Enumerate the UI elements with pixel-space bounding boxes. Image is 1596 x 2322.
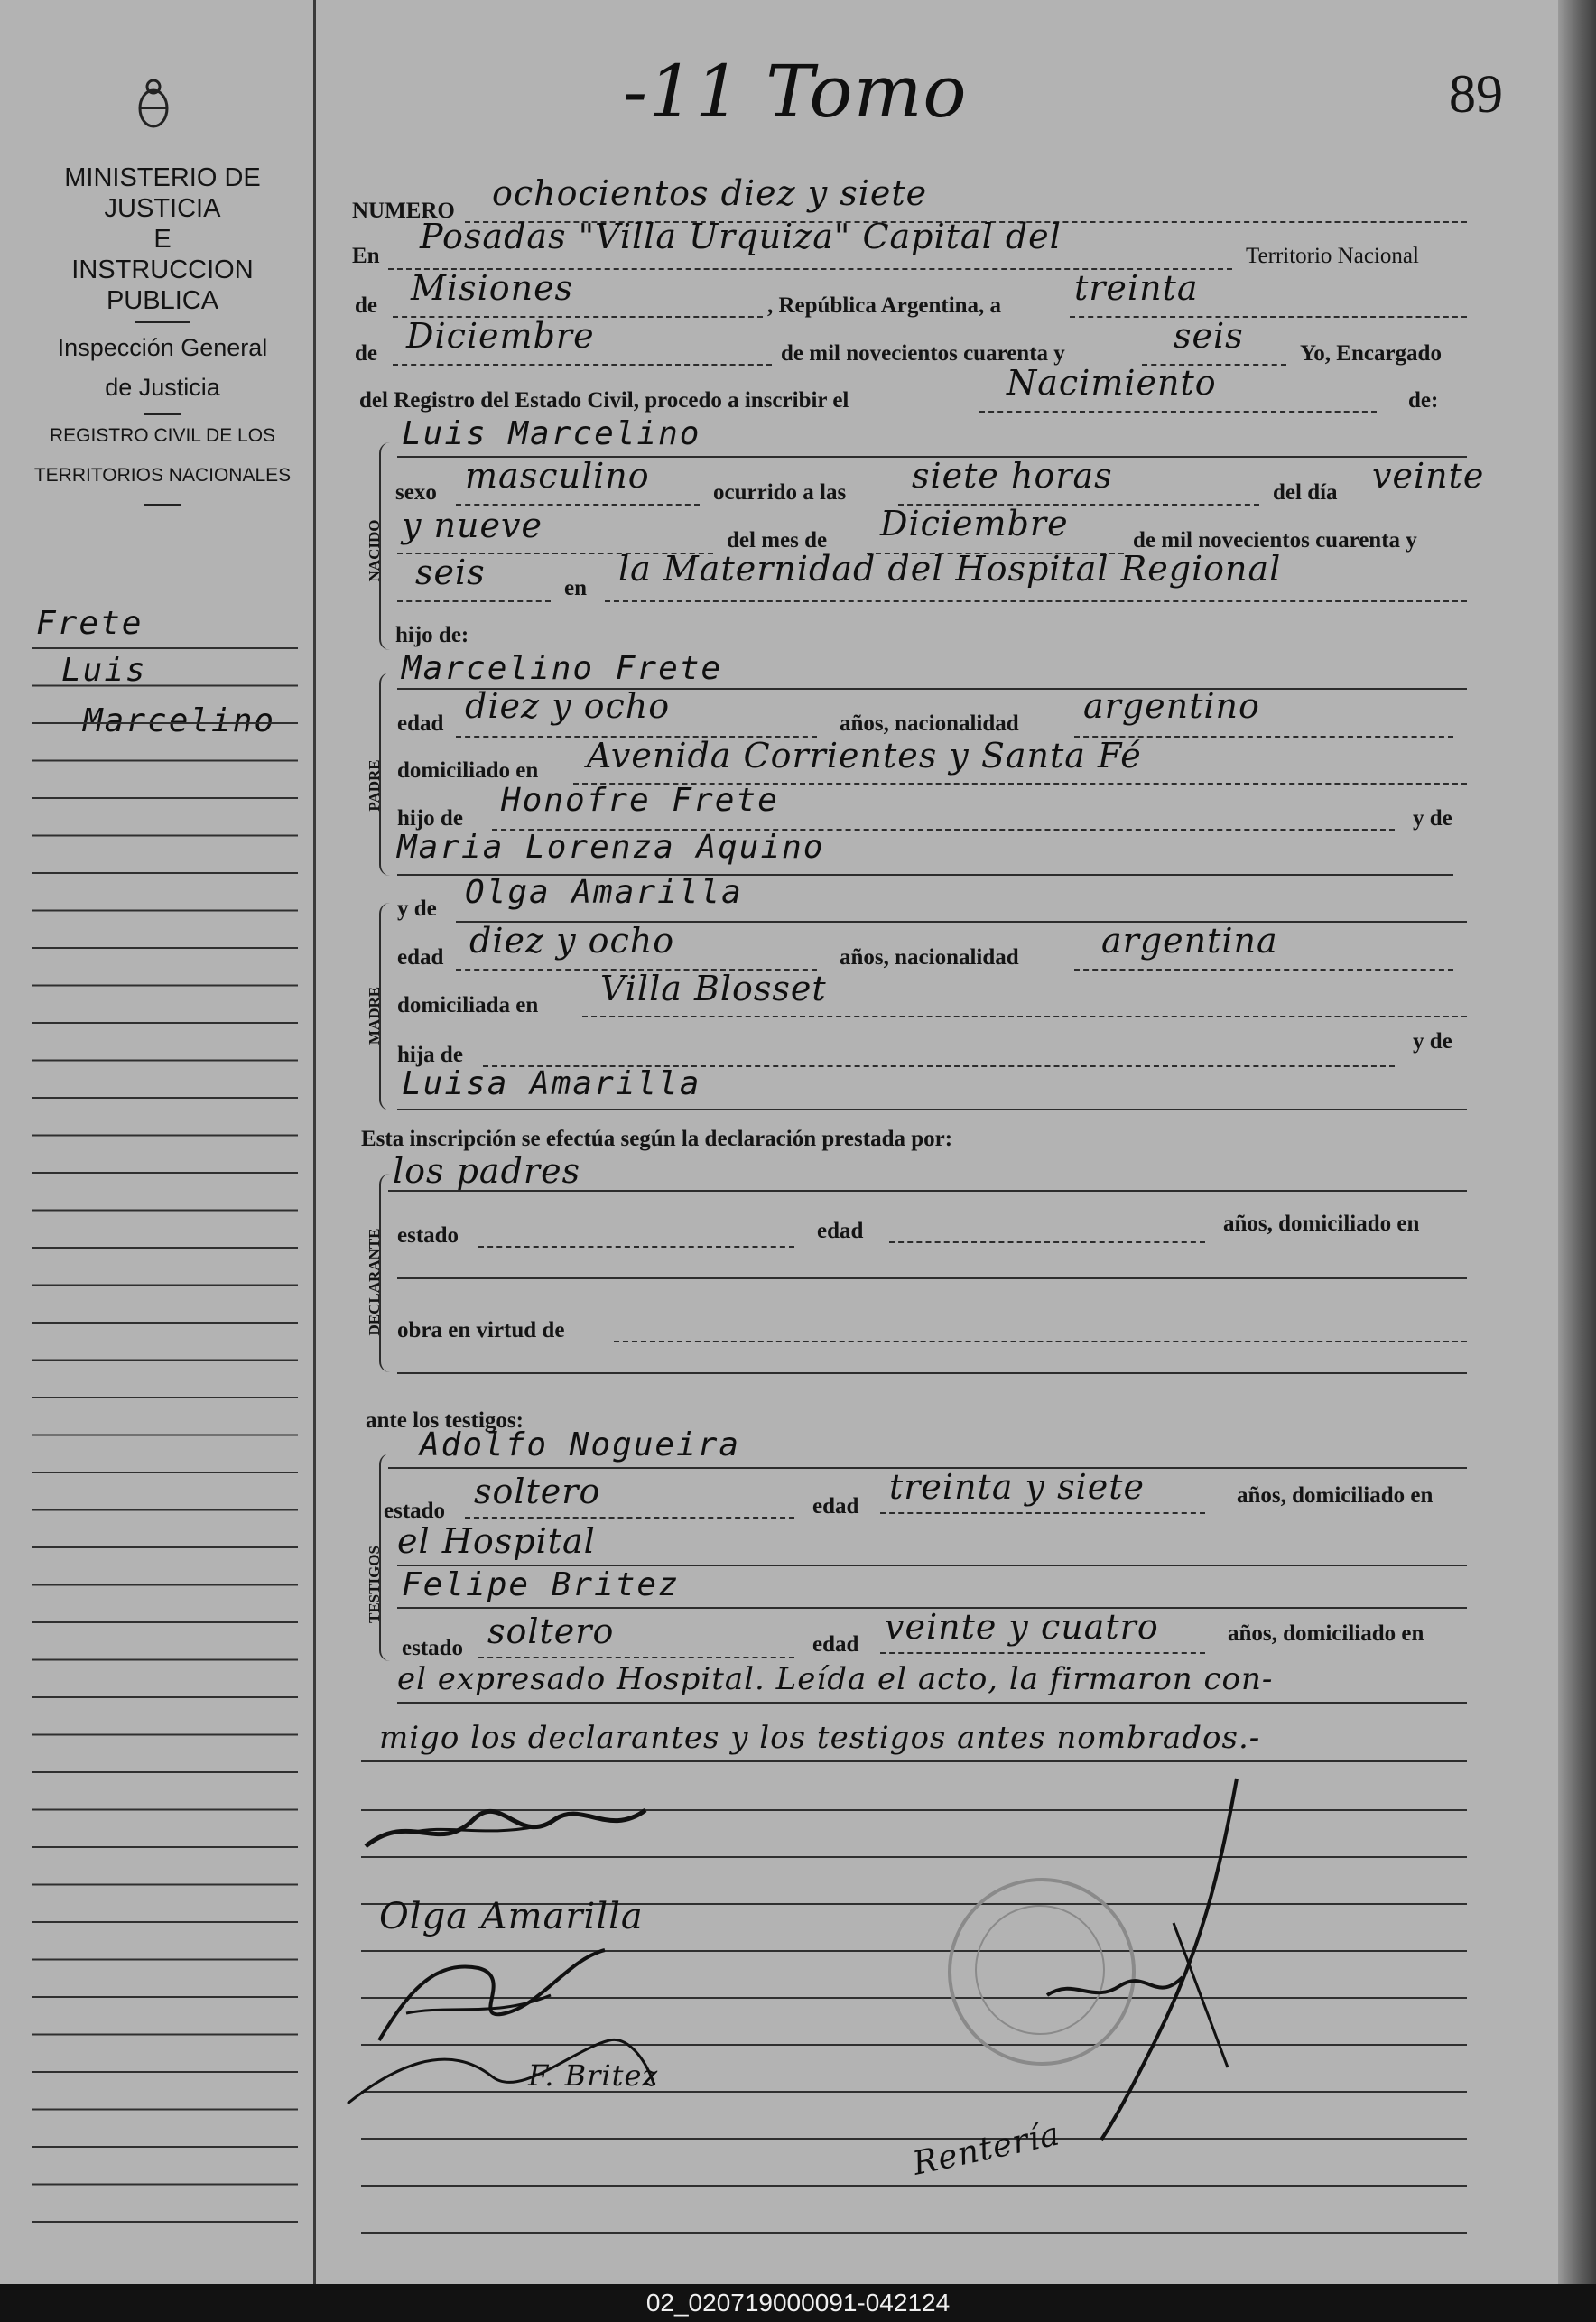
testigo1-nombre: Adolfo Nogueira — [420, 1426, 741, 1463]
declarante-side-label: DECLARANTE — [366, 1228, 383, 1336]
dia-inscripcion: treinta — [1074, 268, 1199, 308]
padre-nombre: Marcelino Frete — [402, 650, 723, 687]
cierre-linea-1: el expresado Hospital. Leída el acto, la firmaron con- — [397, 1661, 1274, 1697]
top-annotation: -11 Tomo — [623, 50, 968, 134]
ministry-line7: TERRITORIOS NACIONALES — [33, 465, 292, 486]
ministry-line6: REGISTRO CIVIL DE LOS — [49, 425, 276, 446]
margin-surname: Frete — [36, 605, 144, 642]
testigo2-edad: veinte y cuatro — [885, 1607, 1159, 1647]
sexo-value: masculino — [465, 456, 650, 496]
ministry-line4: Inspección General — [57, 334, 268, 361]
de-colon-label: de: — [1408, 388, 1439, 413]
madre-nombre: Olga Amarilla — [465, 874, 743, 911]
numero-label: NUMERO — [352, 199, 455, 223]
testigo1-edad-label: edad — [812, 1494, 859, 1519]
book-binding — [1558, 0, 1596, 2284]
padre-nac-label: años, nacionalidad — [840, 711, 1019, 736]
madre-hija-de-label: hija de — [397, 1043, 463, 1067]
dia-nacimiento-2: y nueve — [402, 506, 543, 545]
numero-value: ochocientos diez y siete — [492, 173, 928, 213]
signature-4: F. Britez — [528, 2058, 659, 2093]
yo-label: Yo, Encargado — [1300, 341, 1442, 366]
declarante-anos-label: años, domiciliado en — [1223, 1212, 1420, 1236]
abuela-paterna: Maria Lorenza Aquino — [397, 829, 825, 866]
madre-domicilio: Villa Blosset — [600, 969, 827, 1008]
testigo2-nombre: Felipe Britez — [402, 1566, 680, 1603]
madre-y-de-label: y de — [397, 896, 437, 921]
margin-ruled-lines — [27, 0, 307, 2284]
padre-hijo-de-label: hijo de — [397, 806, 463, 831]
sexo-label: sexo — [395, 480, 437, 505]
del-dia-label: del día — [1273, 480, 1338, 505]
obra-label: obra en virtud de — [397, 1318, 565, 1342]
registro-label: del Registro del Estado Civil, procedo a inscribir el — [359, 388, 849, 413]
hijo-de-label: hijo de: — [395, 623, 469, 647]
margin-divider — [313, 0, 316, 2284]
margin-given-1: Luis — [61, 652, 147, 689]
testigos-side-label: TESTIGOS — [366, 1546, 383, 1623]
declarante-estado-label: estado — [397, 1223, 459, 1248]
declarantes-value: los padres — [393, 1151, 581, 1191]
padre-side-label: PADRE — [366, 759, 383, 812]
hora-value: siete horas — [912, 456, 1113, 496]
madre-dom-label: domiciliada en — [397, 993, 539, 1017]
de-label: de — [355, 293, 377, 318]
mes-inscripcion: Diciembre — [406, 316, 595, 356]
madre-side-label: MADRE — [366, 986, 383, 1045]
padre-nacionalidad: argentino — [1083, 686, 1260, 726]
signature-1 — [357, 1783, 654, 1864]
padre-dom-label: domiciliado en — [397, 758, 539, 783]
lugar-nacimiento: la Maternidad del Hospital Regional — [618, 549, 1282, 589]
ministry-line3: INSTRUCCION PUBLICA — [71, 255, 254, 315]
padre-edad-label: edad — [397, 711, 444, 736]
testigo1-estado: soltero — [474, 1472, 601, 1511]
signature-4-flourish — [339, 2013, 663, 2122]
de-mil-label-2: de mil novecientos cuarenta y — [1133, 528, 1417, 553]
declarante-edad-label: edad — [817, 1219, 864, 1243]
ministry-line1: MINISTERIO DE JUSTICIA — [64, 163, 261, 223]
ante-label: ante los testigos: — [366, 1408, 524, 1433]
official-signature — [993, 1769, 1264, 2149]
declaracion-label: Esta inscripción se efectúa según la declaración prestada por: — [361, 1127, 953, 1151]
padre-domicilio: Avenida Corrientes y Santa Fé — [587, 736, 1142, 776]
testigo2-estado-label: estado — [402, 1636, 464, 1660]
acto-value: Nacimiento — [1007, 363, 1217, 403]
testigo2-edad-label: edad — [812, 1632, 859, 1657]
del-mes-label: del mes de — [727, 528, 828, 553]
de-label-2: de — [355, 341, 377, 366]
en-label: En — [352, 244, 380, 268]
nacido-side-label: NACIDO — [366, 519, 383, 582]
testigo2-anos-label: años, domiciliado en — [1228, 1621, 1424, 1646]
lugar-value: Posadas "Villa Urquiza" Capital del — [420, 217, 1062, 256]
madre-y-de-label-2: y de — [1413, 1029, 1452, 1054]
anio-inscripcion: seis — [1174, 316, 1244, 356]
folio-number: 89 — [1449, 64, 1503, 124]
testigo2-estado: soltero — [487, 1611, 615, 1651]
abuelo-paterno: Honofre Frete — [501, 782, 779, 819]
testigo1-edad: treinta y siete — [889, 1467, 1146, 1507]
dia-nacimiento-1: veinte — [1372, 456, 1485, 496]
margin-given-2: Marcelino — [83, 702, 276, 739]
madre-nac-label: años, nacionalidad — [840, 945, 1019, 970]
signature-5: Rentería — [909, 2115, 1064, 2183]
ministry-line2: E — [153, 225, 172, 254]
signature-2: Olga Amarilla — [379, 1896, 644, 1937]
testigo1-domicilio: el Hospital — [397, 1521, 596, 1561]
padre-y-de-label: y de — [1413, 806, 1452, 831]
testigo1-anos-label: años, domiciliado en — [1237, 1483, 1434, 1508]
madre-edad: diez y ocho — [469, 921, 675, 961]
nombre-value: Luis Marcelino — [402, 415, 701, 452]
ministry-line5: de Justicia — [105, 374, 220, 401]
republica-label: , República Argentina, a — [767, 293, 1002, 318]
cierre-linea-2: migo los declarantes y los testigos antes nombrados.- — [379, 1720, 1261, 1756]
abuela-materna: Luisa Amarilla — [402, 1065, 701, 1102]
madre-edad-label: edad — [397, 945, 444, 970]
en-label-2: en — [564, 576, 587, 600]
provincia-value: Misiones — [411, 268, 574, 308]
footer-id: 02_020719000091-042124 — [0, 2284, 1596, 2322]
territorio-label: Territorio Nacional — [1246, 244, 1419, 268]
ocurrido-label: ocurrido a las — [713, 480, 847, 505]
de-mil-label: de mil novecientos cuarenta y — [781, 341, 1065, 366]
padre-edad: diez y ocho — [465, 686, 671, 726]
testigo1-estado-label: estado — [384, 1499, 446, 1523]
mes-nacimiento: Diciembre — [880, 504, 1069, 543]
anio-nacimiento: seis — [415, 553, 486, 592]
madre-nacionalidad: argentina — [1101, 921, 1278, 961]
